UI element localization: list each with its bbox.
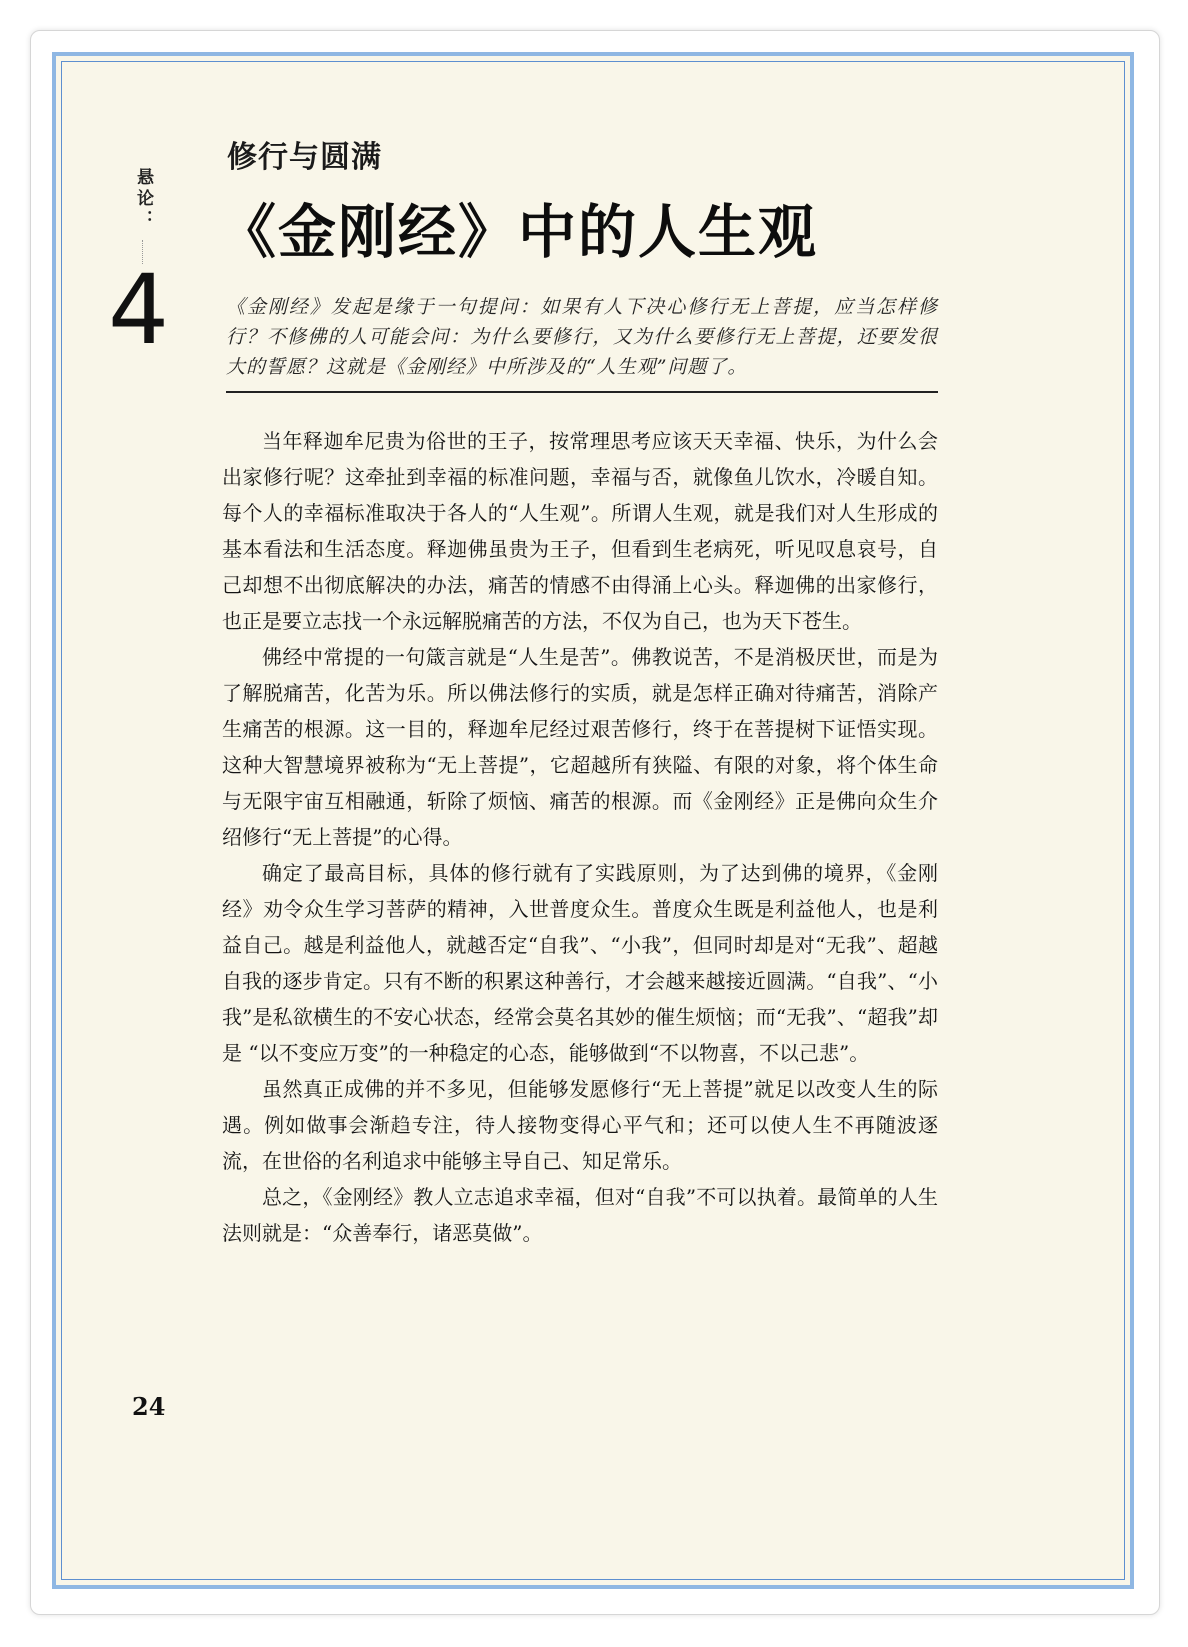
body-paragraph-5: 总之，《金刚经》教人立志追求幸福，但对“自我”不可以执着。最简单的人生法则就是：“众善奉行，诸恶莫做”。: [222, 1185, 938, 1245]
page-number: 24: [132, 1392, 166, 1421]
body-paragraph-4: 虽然真正成佛的并不多见，但能够发愿修行“无上菩提”就足以改变人生的际遇。例如做事会渐趋专注，待人接物变得心平气和；还可以使人生不再随波逐流，在世俗的名利追求中能够主导自己、知足常乐。: [222, 1077, 938, 1173]
abstract-divider-rule: [226, 391, 938, 393]
chapter-title: 《金刚经》中的人生观: [218, 198, 819, 266]
chapter-abstract: 《金刚经》发起是缘于一句提问：如果有人下决心修行无上菩提，应当怎样修行？不修佛的人可能会问：为什么要修行，又为什么要修行无上菩提，还要发很大的誓愿？这就是《金刚经》中所涉及的“人生观”问题了。: [226, 296, 938, 378]
chapter-number: 4: [108, 254, 170, 366]
body-text: [222, 423, 938, 1251]
body-paragraph-2: 佛经中常提的一句箴言就是“人生是苦”。佛教说苦，不是消极厌世，而是为了解脱痛苦，化苦为乐。所以佛法修行的实质，就是怎样正确对待痛苦，消除产生痛苦的根源。这一目的，释迦牟尼经过艰苦修行，终于在菩提树下证悟实现。这种大智慧境界被称为“无上菩提”，它超越所有狭隘、有限的对象，将个体生命与无限宇宙互相融通，斩除了烦恼、痛苦的根源。而《金刚经》正是佛向众生介绍修行“无上菩提”的心得。: [222, 645, 938, 849]
body-paragraph-1: 当年释迦牟尼贵为俗世的王子，按常理思考应该天天幸福、快乐，为什么会出家修行呢？这牵扯到幸福的标准问题，幸福与否，就像鱼儿饮水，冷暖自知。每个人的幸福标准取决于各人的“人生观”。所谓人生观，就是我们对人生形成的基本看法和生活态度。释迦佛虽贵为王子，但看到生老病死，听见叹息哀号，自己却想不出彻底解决的办法，痛苦的情感不由得涌上心头。释迦佛的出家修行，也正是要立志找一个永远解脱痛苦的方法，不仅为自己，也为天下苍生。: [222, 429, 938, 633]
section-side-label: 悬论：: [133, 168, 153, 231]
body-paragraph-3: 确定了最高目标，具体的修行就有了实践原则，为了达到佛的境界，《金刚经》劝令众生学习菩萨的精神，入世普度众生。普度众生既是利益他人，也是利益自己。越是利益他人，就越否定“自我”、“小我”，但同时却是对“无我”、超越自我的逐步肯定。只有不断的积累这种善行，才会越来越接近圆满。“自我”、“小我”是私欲横生的不安心状态，经常会莫名其妙的催生烦恼；而“无我”、“超我”却是 “以不变应万变”的一种稳定的心态，能够做到“不以物喜，不以己悲”。: [222, 861, 938, 1065]
chapter-subtitle: 修行与圆满: [227, 140, 382, 175]
